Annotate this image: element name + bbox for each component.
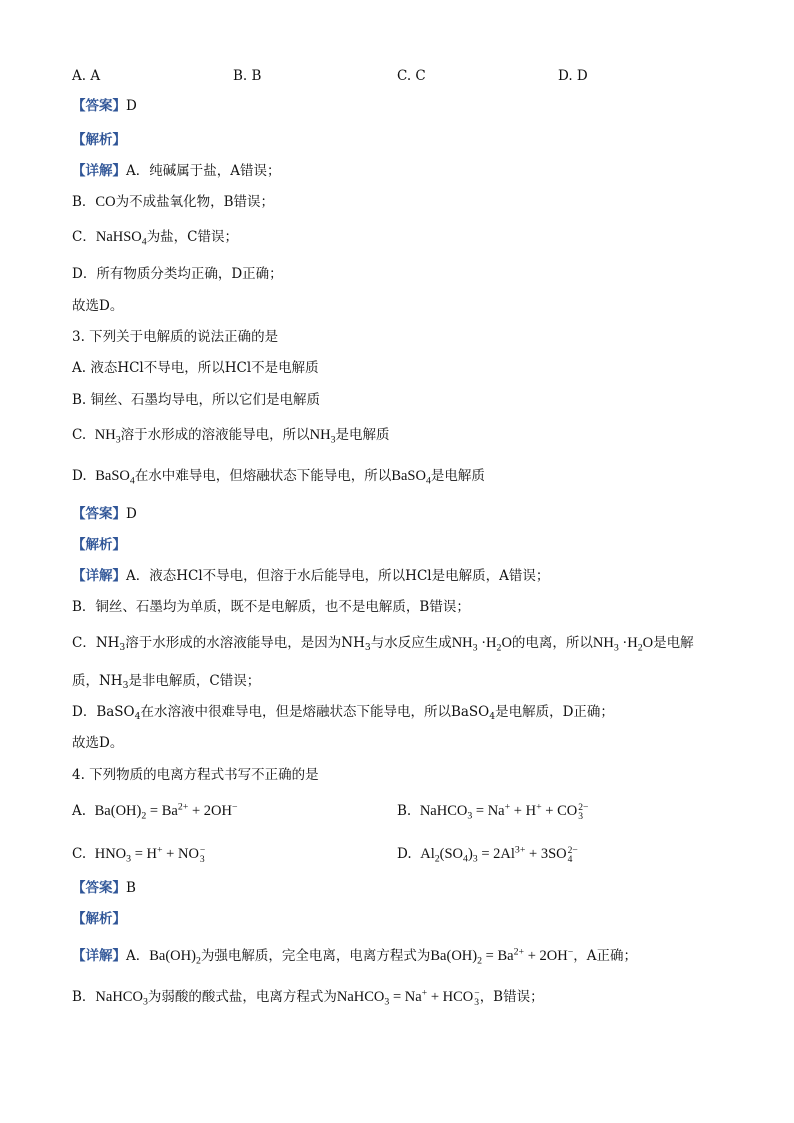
subscript: 2 — [496, 642, 502, 654]
q3-analysis-heading — [72, 536, 126, 554]
equation: NaHCO$_3$ = Na+ + HCO − 3 — [336, 987, 480, 1008]
equation: $Ba(OH)_2 = Ba^{2+} + 2OH^-$ — [430, 946, 574, 967]
detail-text: 溶于水形成的水溶液能导电，是因为NH — [125, 635, 365, 651]
answer-tag: 【答案】 — [72, 880, 126, 896]
subscript: 3 — [122, 680, 129, 692]
detail-text: 与水反应生成 — [370, 635, 452, 651]
q2-answer — [72, 97, 137, 115]
option-text: 是电解质 — [335, 427, 390, 443]
formula — [94, 427, 121, 446]
formula — [391, 468, 431, 487]
formula-text: NH — [592, 635, 614, 651]
subscript: 4 — [129, 475, 135, 487]
option-text: 是电解质 — [430, 468, 485, 484]
analysis-tag: 【解析】 — [72, 911, 126, 927]
formula-text: ·H — [477, 635, 497, 651]
formula — [592, 635, 654, 654]
formula-text: NaHSO — [95, 229, 142, 245]
q4-option-d — [397, 845, 578, 864]
option-d: D. D — [558, 68, 588, 84]
subscript: 4 — [134, 711, 141, 723]
q2-detail-2 — [72, 193, 274, 211]
formula-text: NH — [451, 635, 473, 651]
option-label: D. — [397, 846, 412, 862]
option-label: D. — [72, 468, 87, 484]
detail-text: 的电离，所以 — [511, 635, 593, 651]
q3-stem: 3. 下列关于电解质的说法正确的是 — [72, 329, 279, 345]
q2-detail-3 — [72, 228, 238, 246]
q3-option-b: B. 铜丝、石墨均导电，所以它们是电解质 — [72, 392, 321, 408]
answer-tag: 【答案】 — [72, 506, 126, 522]
q4-detail-1 — [72, 947, 637, 965]
detail-tag: 【详解】 — [72, 948, 126, 964]
analysis-tag: 【解析】 — [72, 132, 126, 148]
detail-prefix: C． — [72, 229, 96, 245]
q3-conclusion: 故选D。 — [72, 735, 124, 751]
detail-text: A．液态HCl不导电，但溶于水后能导电，所以HCl是电解质，A错误； — [126, 568, 550, 584]
subscript: 3 — [330, 434, 336, 446]
option-label: A. — [72, 803, 87, 819]
subscript: 3 — [119, 642, 126, 654]
q4-analysis-heading — [72, 910, 126, 928]
detail-text: D．BaSO — [72, 704, 135, 720]
subscript: 3 — [613, 642, 619, 654]
detail-text: 为弱酸的酸式盐，电离方程式为 — [147, 989, 337, 1005]
q4-stem: 4. 下列物质的电离方程式书写不正确的是 — [72, 767, 319, 783]
formula-text: NH — [309, 427, 331, 443]
detail-text: B． — [72, 989, 96, 1005]
equation: $Al_2(SO_4)_3 = 2Al^{3+} + 3SO$ 2− 4 — [420, 844, 578, 865]
option-text: 在水中难导电，但熔融状态下能导电，所以 — [134, 468, 392, 484]
detail-text: 在水溶液中很难导电，但是熔融状态下能导电，所以BaSO — [140, 704, 490, 720]
detail-text: 是电解 — [653, 635, 694, 651]
subscript: 3 — [364, 642, 371, 654]
detail-text: C．NH — [72, 635, 120, 651]
subscript: 4 — [141, 236, 147, 248]
option-text: 溶于水形成的溶液能导电，所以 — [120, 427, 310, 443]
q2-analysis-heading — [72, 131, 126, 149]
formula: CO — [95, 194, 116, 210]
answer-tag: 【答案】 — [72, 98, 126, 114]
option-b: B. B — [233, 68, 262, 84]
q2-conclusion: 故选D。 — [72, 298, 124, 314]
q4-answer — [72, 879, 136, 897]
q3-detail-3 — [72, 634, 694, 652]
detail-text: 是电解质，D正确； — [495, 704, 614, 720]
equation: $HNO_3 = H^+$ + NO − 3 — [94, 844, 206, 865]
formula-text: NH — [94, 427, 116, 443]
subscript: 2 — [637, 642, 643, 654]
option-label: B. — [397, 803, 412, 819]
answer-value: D — [126, 98, 137, 114]
q3-option-a: A. 液态HCl不导电，所以HCl不是电解质 — [72, 360, 319, 376]
formula — [451, 635, 512, 654]
answer-value: D — [126, 506, 137, 522]
detail-text: 为盐，C错误； — [146, 229, 239, 245]
q3-detail-1 — [72, 567, 549, 585]
detail-text: 为不成盐氧化物，B错误； — [115, 194, 274, 210]
q3-option-c — [72, 426, 389, 444]
detail-text: 质，NH — [72, 673, 123, 689]
detail-tag: 【详解】 — [72, 568, 126, 584]
subscript: 4 — [425, 475, 431, 487]
subscript: 3 — [472, 642, 478, 654]
formula-text: ·H — [618, 635, 638, 651]
detail-text: 是非电解质，C错误； — [128, 673, 261, 689]
option-label: C. — [72, 427, 87, 443]
formula — [309, 427, 336, 446]
q4-option-c — [72, 845, 205, 864]
q3-detail-2: B．铜丝、石墨均为单质，既不是电解质，也不是电解质，B错误； — [72, 599, 470, 615]
q3-detail-3-cont — [72, 672, 260, 690]
formula — [95, 229, 147, 248]
detail-text: ，B错误； — [479, 989, 544, 1005]
q3-option-d — [72, 467, 485, 485]
detail-text: A．纯碱属于盐，A错误； — [126, 163, 281, 179]
q2-detail-4: D．所有物质分类均正确，D正确； — [72, 266, 283, 282]
formula-text: BaSO — [391, 468, 426, 484]
formula-text: O — [642, 635, 654, 651]
equation: NaHCO$_3$ = Na+ + H+ + CO 2− 3 — [419, 801, 589, 822]
option-a: A. A — [72, 68, 101, 84]
analysis-tag: 【解析】 — [72, 537, 126, 553]
q4-option-b — [397, 802, 588, 821]
formula: NaHCO$_3$ — [95, 989, 148, 1008]
q2-detail-1 — [72, 162, 281, 180]
q3-answer — [72, 505, 137, 523]
answer-value: B — [126, 880, 136, 896]
formula — [95, 468, 135, 487]
formula-text: BaSO — [95, 468, 130, 484]
option-c: C. C — [397, 68, 426, 84]
option-label: C. — [72, 846, 87, 862]
detail-tag: 【详解】 — [72, 163, 126, 179]
q4-detail-2 — [72, 988, 544, 1007]
detail-text: ，A正确； — [573, 948, 637, 964]
formula: $Ba(OH)_2$ — [149, 948, 201, 967]
subscript: 4 — [489, 711, 496, 723]
detail-text: A． — [126, 948, 150, 964]
detail-text: 为强电解质，完全电离，电离方程式为 — [200, 948, 431, 964]
q4-option-a — [72, 802, 238, 820]
q3-detail-4 — [72, 703, 614, 721]
detail-prefix: B． — [72, 194, 96, 210]
formula-text: O — [501, 635, 512, 651]
equation: $Ba(OH)_2 = Ba^{2+} + 2OH^-$ — [94, 801, 238, 822]
subscript: 3 — [115, 434, 121, 446]
